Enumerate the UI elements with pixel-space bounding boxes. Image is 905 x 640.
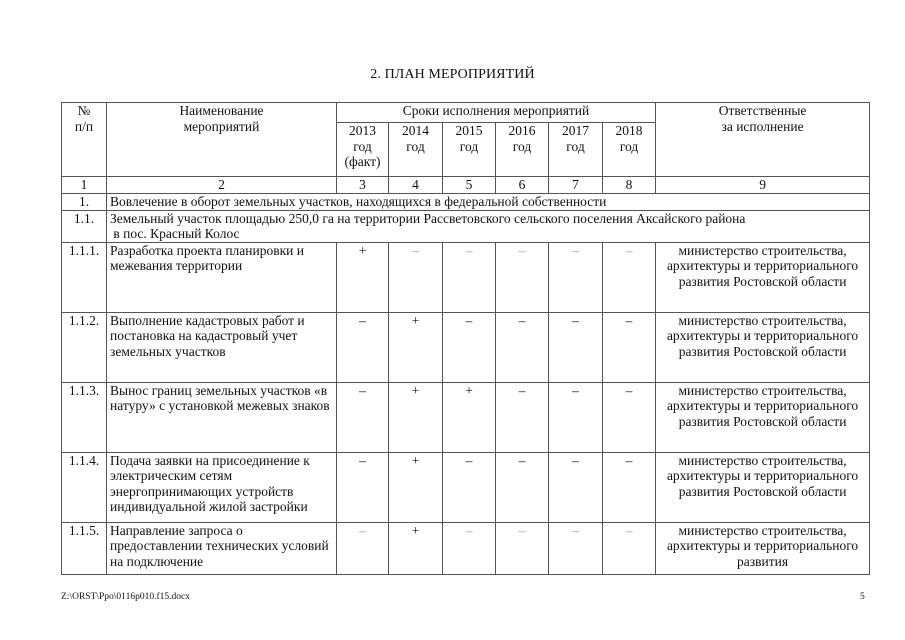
mark-2016: – — [496, 522, 549, 574]
row-responsible: министерство строительства, архитектуры и территориального развития Ростовской области — [656, 242, 870, 312]
row-name: Выполнение кадастровых работ и постановка на кадастровый учет земельных участков — [107, 312, 337, 382]
mark-2016: – — [496, 242, 549, 312]
subsection-num: 1.1. — [62, 210, 107, 242]
row-num: 1.1.2. — [62, 312, 107, 382]
mark-2013: + — [337, 242, 389, 312]
column-number: 8 — [603, 177, 656, 194]
mark-2017: – — [549, 312, 603, 382]
mark-2014: – — [389, 242, 443, 312]
mark-2013: – — [337, 522, 389, 574]
mark-2014: + — [389, 522, 443, 574]
column-number: 3 — [337, 177, 389, 194]
header-year-2018: 2018 год — [603, 123, 656, 177]
subsection-text: Земельный участок площадью 250,0 га на территории Рассветовского сельского поселения Аксайского района в пос. Красный Колос — [107, 210, 870, 242]
section-text: Вовлечение в оборот земельных участков, находящихся в федеральной собственности — [107, 193, 870, 210]
mark-2017: – — [549, 452, 603, 522]
file-path: Z:\ORST\Ppo\0116p010.f15.docx — [61, 592, 190, 602]
mark-2013: – — [337, 382, 389, 452]
mark-2013: – — [337, 312, 389, 382]
row-num: 1.1.4. — [62, 452, 107, 522]
mark-2017: – — [549, 522, 603, 574]
header-year-2017: 2017 год — [549, 123, 603, 177]
table-row — [62, 522, 870, 574]
mark-2013: – — [337, 452, 389, 522]
mark-2015: – — [443, 242, 496, 312]
row-name: Направление запроса о предоставлении технических условий на подключение — [107, 522, 337, 574]
mark-2018: – — [603, 242, 656, 312]
row-responsible: министерство строительства, архитектуры и территориального развития Ростовской области — [656, 452, 870, 522]
table-row — [62, 382, 870, 452]
mark-2014: + — [389, 382, 443, 452]
mark-2015: – — [443, 522, 496, 574]
mark-2018: – — [603, 522, 656, 574]
header-year-2016: 2016 год — [496, 123, 549, 177]
header-year-2014: 2014 год — [389, 123, 443, 177]
row-responsible: министерство строительства, архитектуры и территориального развития Ростовской области — [656, 312, 870, 382]
mark-2018: – — [603, 312, 656, 382]
mark-2014: + — [389, 452, 443, 522]
row-name: Разработка проекта планировки и межевания территории — [107, 242, 337, 312]
page-title: 2. ПЛАН МЕРОПРИЯТИЙ — [370, 67, 535, 82]
column-number: 6 — [496, 177, 549, 194]
mark-2015: – — [443, 452, 496, 522]
mark-2016: – — [496, 312, 549, 382]
mark-2018: – — [603, 452, 656, 522]
column-number: 4 — [389, 177, 443, 194]
column-number: 9 — [656, 177, 870, 194]
row-num: 1.1.1. — [62, 242, 107, 312]
plan-table — [61, 102, 870, 575]
header-name: Наименование мероприятий — [107, 103, 337, 177]
page-number: 5 — [860, 592, 865, 602]
table-row — [62, 452, 870, 522]
row-num: 1.1.3. — [62, 382, 107, 452]
header-year-2013: 2013 год (факт) — [337, 123, 389, 177]
column-number: 5 — [443, 177, 496, 194]
row-num: 1.1.5. — [62, 522, 107, 574]
header-num: № п/п — [62, 103, 107, 177]
mark-2017: – — [549, 242, 603, 312]
mark-2017: – — [549, 382, 603, 452]
mark-2016: – — [496, 382, 549, 452]
column-number: 1 — [62, 177, 107, 194]
mark-2015: + — [443, 382, 496, 452]
section-num: 1. — [62, 193, 107, 210]
row-responsible: министерство строительства, архитектуры и территориального развития — [656, 522, 870, 574]
mark-2016: – — [496, 452, 549, 522]
row-responsible: министерство строительства, архитектуры и территориального развития Ростовской области — [656, 382, 870, 452]
row-name: Вынос границ земельных участков «в натуру» с установкой межевых знаков — [107, 382, 337, 452]
mark-2018: – — [603, 382, 656, 452]
table-row — [62, 242, 870, 312]
mark-2014: + — [389, 312, 443, 382]
column-number: 7 — [549, 177, 603, 194]
header-responsible: Ответственные за исполнение — [656, 103, 870, 177]
row-name: Подача заявки на присоединение к электрическим сетям энергопринимающих устройств индивидуальной жилой застройки — [107, 452, 337, 522]
header-year-2015: 2015 год — [443, 123, 496, 177]
header-deadlines: Сроки исполнения мероприятий — [337, 103, 656, 123]
mark-2015: – — [443, 312, 496, 382]
column-number: 2 — [107, 177, 337, 194]
table-row — [62, 312, 870, 382]
